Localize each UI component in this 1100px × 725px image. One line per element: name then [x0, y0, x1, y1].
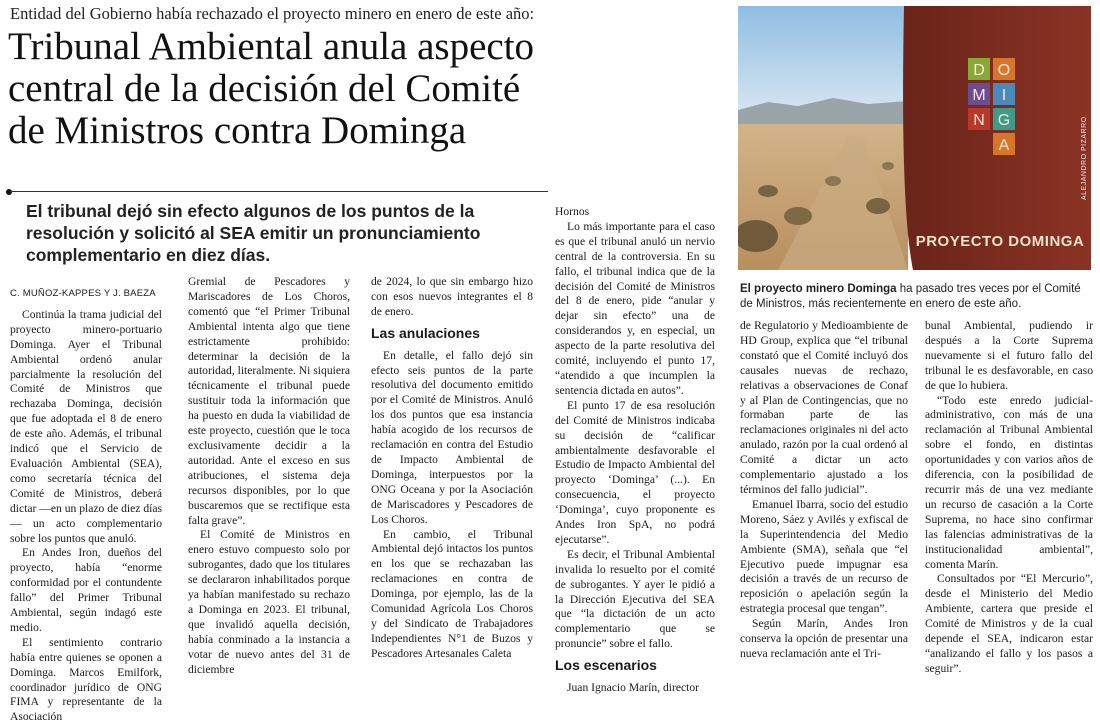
headline-line: Tribunal Ambiental anula aspecto: [8, 25, 535, 68]
paragraph: Es decir, el Tribunal Ambiental invalida lo resuelto por el comité de subrogantes. Y ayer le pidió a la Dirección Ejecutiva del SEA que “la dictación de un acto complementario que se pronuncie” sobre el fallo.: [555, 547, 715, 651]
wall-letter: I: [1001, 87, 1007, 104]
caption-text: ha pasado tres veces por el Comité de Ministros, más recientemente en enero de este año.: [740, 283, 1081, 310]
divider-rule: [10, 191, 548, 192]
wall-letter: M: [972, 87, 986, 104]
paragraph: bunal Ambiental, pudiendo ir después a la Corte Suprema nuevamente si el futuro fallo del tribunal le es desfavorable, en caso de que lo hubiera.: [925, 319, 1093, 392]
article-column-2: [188, 275, 350, 677]
photo-illustration: [738, 6, 1091, 270]
byline: C. MUÑOZ-KAPPES Y J. BAEZA: [10, 288, 156, 299]
paragraph: Continúa la trama judicial del proyecto minero-portuario Dominga. Ayer el Tribunal Ambiental ordenó anular parcialmente la resolución del Comité de Ministros que rechazaba Dominga, decisión que fue adoptada el 8 de enero de este año. Además, el tribunal indicó que el Servicio de Evaluación Ambiental (SEA), como secretaría técnica del Comité de Ministros, deberá dictar —en un plazo de diez días— un acto complementario sobre los puntos que anuló.: [10, 307, 162, 545]
paragraph: En cambio, el Tribunal Ambiental dejó intactos los puntos en los que se rechazaban las reclamaciones en contra de Dominga, por ejemplo, las de la Comunidad Agrícola Los Choros y del Sindicato de Trabajadores Independientes N°1 de Buzos y Pescadores Artesanales Caleta: [371, 527, 533, 660]
headline: [8, 26, 728, 152]
paragraph: El punto 17 de esa resolución del Comité de Ministros indicaba su decisión de “calificar ambientalmente desfavorable el Estudio de Impacto Ambiental del proyecto ‘Dominga’ (...). En consecuencia, el proyecto ‘Dominga’, cuyo proponente es Andes Iron SpA, no podrá ejecutarse”.: [555, 398, 715, 546]
paragraph: Lo más importante para el caso es que el tribunal anuló un nervio central de la controversia. En su fallo, el tribunal indica que de la decisión del Comité de Ministros del 8 de enero, pide “anular y dejar sin efecto” una de considerandos y, en especial, un aspecto de la parte resolutiva del comité, incluyendo el punto 17, “atendido a que incumplen la sentencia dictada en autos”.: [555, 219, 715, 397]
wall-letter: A: [998, 137, 1010, 154]
paragraph: El Comité de Ministros en enero estuvo compuesto solo por subrogantes, dado que los titulares se declararon inhabilitados porque ya habían manifestado su rechazo a Dominga en 2023. El tribunal, que invalidó aquella decisión, había conminado a la instancia a votar de nuevo antes del 31 de diciembre: [188, 528, 350, 676]
photo-caption: [740, 282, 1096, 311]
paragraph: Gremial de Pescadores y Mariscadores de Los Choros, comentó que “el Primer Tribunal Ambiental intenta algo que tiene estrictamente prohibido: determinar la decisión de la autoridad, literalmente. Ni siquiera técnicamente el tribunal puede sustituir toda la información que ha puesto en duda la viabilidad de este proyecto, cuestión que le toca exclusivamente decidir a la autoridad. Ante el exceso en sus atribuciones, el sistema deja recursos disponibles, por lo que buscaremos que se rectifique esta falta grave”.: [188, 275, 350, 527]
wall-letter: D: [973, 62, 985, 79]
paragraph: “Todo este enredo judicial-administrativo, con más de una reclamación al Tribunal Ambiental sobre el fondo, en distintas oportunidades y con varios años de diferencia, con la posibilidad de recurrir más de una vez mediante un recurso de casación a la Corte Suprema, no hace sino confirmar las falencias administrativas de la institucionalidad ambiental”, comenta Marín.: [925, 393, 1093, 571]
subhead-escenarios: Los escenarios: [555, 657, 657, 674]
article-column-3: [371, 275, 533, 662]
subhead-anulaciones: Las anulaciones: [371, 324, 480, 341]
paragraph: El sentimiento contrario había entre quienes se oponen a Dominga. Marcos Emilfork, coordinador jurídico de ONG FIMA y representante de la Asociación: [10, 635, 162, 724]
bullet-dot: [6, 189, 12, 195]
kicker: Entidad del Gobierno había rechazado el proyecto minero en enero de este año:: [10, 4, 535, 23]
paragraph: En Andes Iron, dueños del proyecto, había “enorme conformidad por el contundente fallo” del Primer Tribunal Ambiental, según indagó este medio.: [10, 546, 162, 634]
paragraph: Consultados por “El Mercurio”, desde el Ministerio del Medio Ambiente, cartera que preside el Comité de Ministros y de la cual depende el SEA, indicaron estar “analizando el fallo y los pasos a seguir”.: [925, 572, 1093, 675]
paragraph: de Regulatorio y Medioambiente de HD Group, explica que “el tribunal constató que el Comité incluyó dos causales nuevas de rechazo, relativas a observaciones de Conaf y al Plan de Contingencias, que no formaban parte de las reclamaciones originales ni del acto anulado, razón por la cual ordenó al Comité a dictar un acto complementario ajustado a los términos del fallo judicial”.: [740, 319, 908, 496]
wall-letter: N: [973, 112, 985, 129]
article-column-1: [10, 287, 162, 725]
dek: El tribunal dejó sin efecto algunos de los puntos de la resolución y solicitó al SEA emitir un pronunciamiento complementario en diez días.: [26, 201, 481, 265]
article-column-5: [740, 319, 908, 662]
sign-text: PROYECTO DOMINGA: [915, 233, 1085, 250]
paragraph: Según Marín, Andes Iron conserva la opción de presentar una nueva reclamación ante el Tri-: [740, 617, 908, 660]
headline-line: de Ministros contra Dominga: [8, 109, 467, 152]
paragraph: Juan Ignacio Marín, director: [567, 681, 699, 695]
dominga-photo: [738, 6, 1091, 270]
photo-credit: ALEJANDRO PIZARRO: [1081, 116, 1088, 200]
headline-line: central de la decisión del Comité: [8, 67, 521, 110]
paragraph: En detalle, el fallo dejó sin efecto seis puntos de la parte resolutiva del documento emitido por el Comité de Ministros. Anuló los dos puntos que esa instancia había acogido de los recursos de reclamación en contra del Estudio de Impacto Ambiental de Dominga, interpuestos por la ONG Oceana y por la Asociación de Mariscadores y Pescadores de Los Choros.: [371, 348, 533, 526]
article-column-4: [555, 205, 715, 696]
paragraph: de 2024, lo que sin embargo hizo con esos nuevos integrantes el 8 de enero.: [371, 275, 533, 318]
wall-letter: G: [997, 112, 1011, 129]
wall-letter: O: [997, 62, 1011, 79]
caption-bold: El proyecto minero Dominga: [740, 283, 897, 295]
article-column-6: [925, 319, 1093, 677]
paragraph: Hornos: [555, 205, 590, 218]
paragraph: Emanuel Ibarra, socio del estudio Moreno, Sáez y Avilés y exfiscal de la Superintendencia del Medio Ambiente (SMA), señala que “el Ejecutivo puede impugnar esa decisión a través de un recurso de reposición o apelación según la estrategia procesal que tengan”.: [740, 497, 908, 616]
